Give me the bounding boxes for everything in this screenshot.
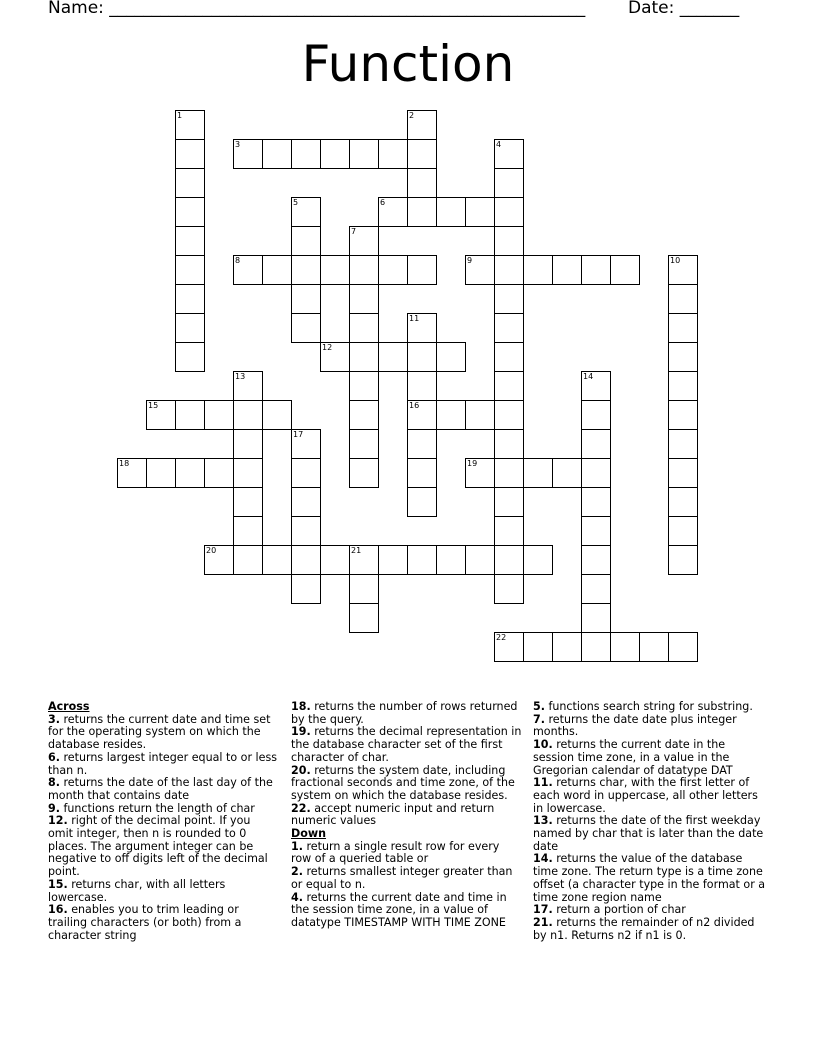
grid-cell[interactable] (291, 226, 321, 256)
grid-cell[interactable] (494, 284, 524, 314)
grid-cell[interactable] (175, 284, 205, 314)
grid-cell[interactable] (291, 313, 321, 343)
clue-down-13: 13. returns the date of the first weekday named by char that is later than the date date (533, 814, 764, 853)
grid-cell[interactable] (262, 545, 292, 575)
grid-cell[interactable] (233, 516, 263, 546)
grid-cell[interactable] (233, 429, 263, 459)
grid-cell[interactable] (175, 168, 205, 198)
grid-cell[interactable] (668, 313, 698, 343)
clue-number: 3 (235, 140, 241, 149)
clue-number: 5 (293, 198, 299, 207)
clue-across-6: 6. returns largest integer equal to or less than n. (48, 750, 278, 777)
grid-cell[interactable] (378, 545, 408, 575)
grid-cell[interactable] (465, 458, 495, 488)
grid-cell[interactable] (436, 197, 466, 227)
grid-cell[interactable] (262, 139, 292, 169)
grid-cell[interactable] (175, 255, 205, 285)
grid-cell[interactable] (233, 545, 263, 575)
clue-across-8: 8. returns the date of the last day of the month that contains date (48, 776, 273, 802)
grid-cell[interactable] (146, 458, 176, 488)
clue-number: 18 (119, 459, 130, 468)
clue-number: 19 (467, 459, 478, 468)
grid-cell[interactable] (494, 632, 524, 662)
grid-cell[interactable] (407, 197, 437, 227)
grid-cell[interactable] (581, 255, 611, 285)
grid-cell[interactable] (407, 342, 437, 372)
grid-cell[interactable] (175, 226, 205, 256)
grid-cell[interactable] (349, 429, 379, 459)
grid-cell[interactable] (407, 458, 437, 488)
grid-cell[interactable] (349, 255, 379, 285)
grid-cell[interactable] (407, 545, 437, 575)
grid-cell[interactable] (146, 400, 176, 430)
grid-cell[interactable] (494, 429, 524, 459)
clues-column-3 (533, 701, 769, 942)
grid-cell[interactable] (639, 632, 669, 662)
grid-cell[interactable] (581, 487, 611, 517)
grid-cell[interactable] (494, 313, 524, 343)
clue-number: 6 (380, 198, 386, 207)
grid-cell[interactable] (436, 342, 466, 372)
grid-cell[interactable] (581, 458, 611, 488)
grid-cell[interactable] (175, 342, 205, 372)
grid-cell[interactable] (378, 197, 408, 227)
grid-cell[interactable] (233, 487, 263, 517)
grid-cell[interactable] (581, 574, 611, 604)
grid-cell[interactable] (291, 487, 321, 517)
grid-cell[interactable] (494, 487, 524, 517)
grid-cell[interactable] (175, 400, 205, 430)
grid-cell[interactable] (668, 632, 698, 662)
grid-cell[interactable] (349, 371, 379, 401)
clue-across-22: 22. accept numeric input and return numeric values (291, 801, 495, 828)
clue-across-12: 12. right of the decimal point. If you omit integer, then n is rounded to 0 places. The argument integer can be negative to off digits left of the decimal point. (48, 814, 268, 879)
clue-across-9: 9. functions return the length of char (48, 801, 255, 815)
clue-across-15: 15. returns char, with all letters lowercase. (48, 877, 226, 904)
clue-across-20: 20. returns the system date, including fractional seconds and time zone, of the system on which the database resides. (291, 763, 515, 802)
grid-cell[interactable] (175, 458, 205, 488)
grid-cell[interactable] (291, 284, 321, 314)
grid-cell[interactable] (668, 342, 698, 372)
grid-cell[interactable] (117, 458, 147, 488)
grid-cell[interactable] (320, 342, 350, 372)
grid-cell[interactable] (349, 400, 379, 430)
clue-down-1: 1. return a single result row for every row of a queried table or (291, 839, 500, 866)
grid-cell[interactable] (581, 371, 611, 401)
clue-number: 2 (409, 111, 415, 120)
grid-cell[interactable] (494, 197, 524, 227)
grid-cell[interactable] (494, 516, 524, 546)
grid-cell[interactable] (291, 516, 321, 546)
grid-cell[interactable] (175, 139, 205, 169)
grid-cell[interactable] (407, 110, 437, 140)
clue-down-21: 21. returns the remainder of n2 divided by n1. Returns n2 if n1 is 0. (533, 915, 755, 942)
grid-cell[interactable] (668, 400, 698, 430)
grid-cell[interactable] (262, 255, 292, 285)
grid-cell[interactable] (668, 545, 698, 575)
grid-cell[interactable] (436, 400, 466, 430)
grid-cell[interactable] (407, 313, 437, 343)
grid-cell[interactable] (407, 487, 437, 517)
grid-cell[interactable] (291, 458, 321, 488)
grid-cell[interactable] (668, 516, 698, 546)
grid-cell[interactable] (233, 458, 263, 488)
grid-cell[interactable] (668, 487, 698, 517)
clue-number: 1 (177, 111, 183, 120)
grid-cell[interactable] (349, 284, 379, 314)
grid-cell[interactable] (233, 371, 263, 401)
grid-cell[interactable] (291, 197, 321, 227)
clue-down-7: 7. returns the date date plus integer months. (533, 712, 737, 739)
grid-cell[interactable] (668, 255, 698, 285)
clue-number: 14 (583, 372, 594, 381)
clue-across-18: 18. returns the number of rows returned by the query. (291, 700, 518, 726)
grid-cell[interactable] (523, 458, 553, 488)
grid-cell[interactable] (175, 110, 205, 140)
grid-cell[interactable] (407, 371, 437, 401)
grid-cell[interactable] (233, 255, 263, 285)
date-field[interactable]: Date: _______ (628, 0, 740, 18)
clue-number: 12 (322, 343, 333, 352)
clues-column-2 (291, 701, 523, 930)
grid-cell[interactable] (581, 429, 611, 459)
grid-cell[interactable] (407, 429, 437, 459)
grid-cell[interactable] (465, 197, 495, 227)
grid-cell[interactable] (465, 255, 495, 285)
clue-down-14: 14. returns the value of the database time zone. The return type is a time zone offset (a character type in the format or a time zone region name (533, 852, 766, 904)
grid-cell[interactable] (349, 545, 379, 575)
grid-cell[interactable] (494, 371, 524, 401)
grid-cell[interactable] (291, 429, 321, 459)
clue-across-19: 19. returns the decimal representation in the database character set of the first character of char. (291, 725, 522, 764)
grid-cell[interactable] (291, 139, 321, 169)
grid-cell[interactable] (581, 516, 611, 546)
clue-number: 21 (351, 546, 362, 555)
grid-cell[interactable] (494, 342, 524, 372)
grid-cell[interactable] (291, 545, 321, 575)
grid-cell[interactable] (581, 632, 611, 662)
clue-down-4: 4. returns the current date and time in the session time zone, in a value of datatype TIMESTAMP WITH TIME ZONE (291, 890, 507, 929)
grid-cell[interactable] (494, 545, 524, 575)
clue-down-17: 17. return a portion of char (533, 903, 686, 917)
grid-cell[interactable] (581, 400, 611, 430)
clue-down-10: 10. returns the current date in the session time zone, in a value in the Gregorian calendar of datatype DAT (533, 738, 733, 777)
grid-cell[interactable] (204, 458, 234, 488)
grid-cell[interactable] (494, 400, 524, 430)
grid-cell[interactable] (349, 458, 379, 488)
grid-cell[interactable] (407, 400, 437, 430)
grid-cell[interactable] (668, 458, 698, 488)
grid-cell[interactable] (262, 400, 292, 430)
clue-number: 10 (670, 256, 681, 265)
grid-cell[interactable] (436, 545, 466, 575)
grid-cell[interactable] (349, 342, 379, 372)
grid-cell[interactable] (494, 255, 524, 285)
grid-cell[interactable] (204, 400, 234, 430)
grid-cell[interactable] (407, 255, 437, 285)
grid-cell[interactable] (494, 458, 524, 488)
grid-cell[interactable] (291, 574, 321, 604)
grid-cell[interactable] (494, 168, 524, 198)
grid-cell[interactable] (349, 603, 379, 633)
clue-number: 7 (351, 227, 357, 236)
grid-cell[interactable] (523, 545, 553, 575)
grid-cell[interactable] (668, 284, 698, 314)
clue-number: 9 (467, 256, 473, 265)
down-heading: Down (291, 827, 326, 841)
grid-cell[interactable] (610, 632, 640, 662)
grid-cell[interactable] (494, 139, 524, 169)
grid-cell[interactable] (523, 255, 553, 285)
grid-cell[interactable] (552, 458, 582, 488)
across-heading: Across (48, 700, 90, 713)
name-field[interactable]: Name: ________________________________________________________ (48, 0, 586, 18)
clue-number: 15 (148, 401, 159, 410)
grid-cell[interactable] (378, 342, 408, 372)
grid-cell[interactable] (320, 545, 350, 575)
grid-cell[interactable] (465, 545, 495, 575)
clue-number: 17 (293, 430, 304, 439)
grid-cell[interactable] (668, 429, 698, 459)
grid-cell[interactable] (610, 255, 640, 285)
grid-cell[interactable] (668, 371, 698, 401)
grid-cell[interactable] (378, 255, 408, 285)
grid-cell[interactable] (581, 545, 611, 575)
clue-number: 20 (206, 546, 217, 555)
clue-down-11: 11. returns char, with the first letter of each word in uppercase, all other letters in lowercase. (533, 776, 758, 815)
grid-cell[interactable] (378, 139, 408, 169)
grid-cell[interactable] (552, 632, 582, 662)
grid-cell[interactable] (349, 139, 379, 169)
clues-column-1 (48, 701, 278, 942)
clue-number: 8 (235, 256, 241, 265)
clue-number: 11 (409, 314, 420, 323)
grid-cell[interactable] (523, 632, 553, 662)
grid-cell[interactable] (552, 255, 582, 285)
grid-cell[interactable] (349, 313, 379, 343)
grid-cell[interactable] (349, 574, 379, 604)
grid-cell[interactable] (233, 139, 263, 169)
clue-number: 13 (235, 372, 246, 381)
grid-cell[interactable] (175, 197, 205, 227)
grid-cell[interactable] (320, 255, 350, 285)
clue-across-3: 3. returns the current date and time set for the operating system on which the database resides. (48, 712, 271, 752)
clue-across-16: 16. enables you to trim leading or trailing characters (or both) from a character string (48, 903, 242, 942)
grid-cell[interactable] (204, 545, 234, 575)
clue-down-5: 5. functions search string for substring. (533, 700, 753, 713)
grid-cell[interactable] (175, 313, 205, 343)
grid-cell[interactable] (320, 139, 350, 169)
clue-number: 4 (496, 140, 502, 149)
clue-down-2: 2. returns smallest integer greater than or equal to n. (291, 865, 513, 891)
grid-cell[interactable] (349, 226, 379, 256)
grid-cell[interactable] (494, 574, 524, 604)
grid-cell[interactable] (407, 139, 437, 169)
grid-cell[interactable] (494, 226, 524, 256)
grid-cell[interactable] (407, 168, 437, 198)
grid-cell[interactable] (233, 400, 263, 430)
grid-cell[interactable] (465, 400, 495, 430)
puzzle-title: Function (301, 35, 515, 93)
grid-cell[interactable] (581, 603, 611, 633)
clue-number: 16 (409, 401, 420, 410)
grid-cell[interactable] (291, 255, 321, 285)
clue-number: 22 (496, 633, 507, 642)
